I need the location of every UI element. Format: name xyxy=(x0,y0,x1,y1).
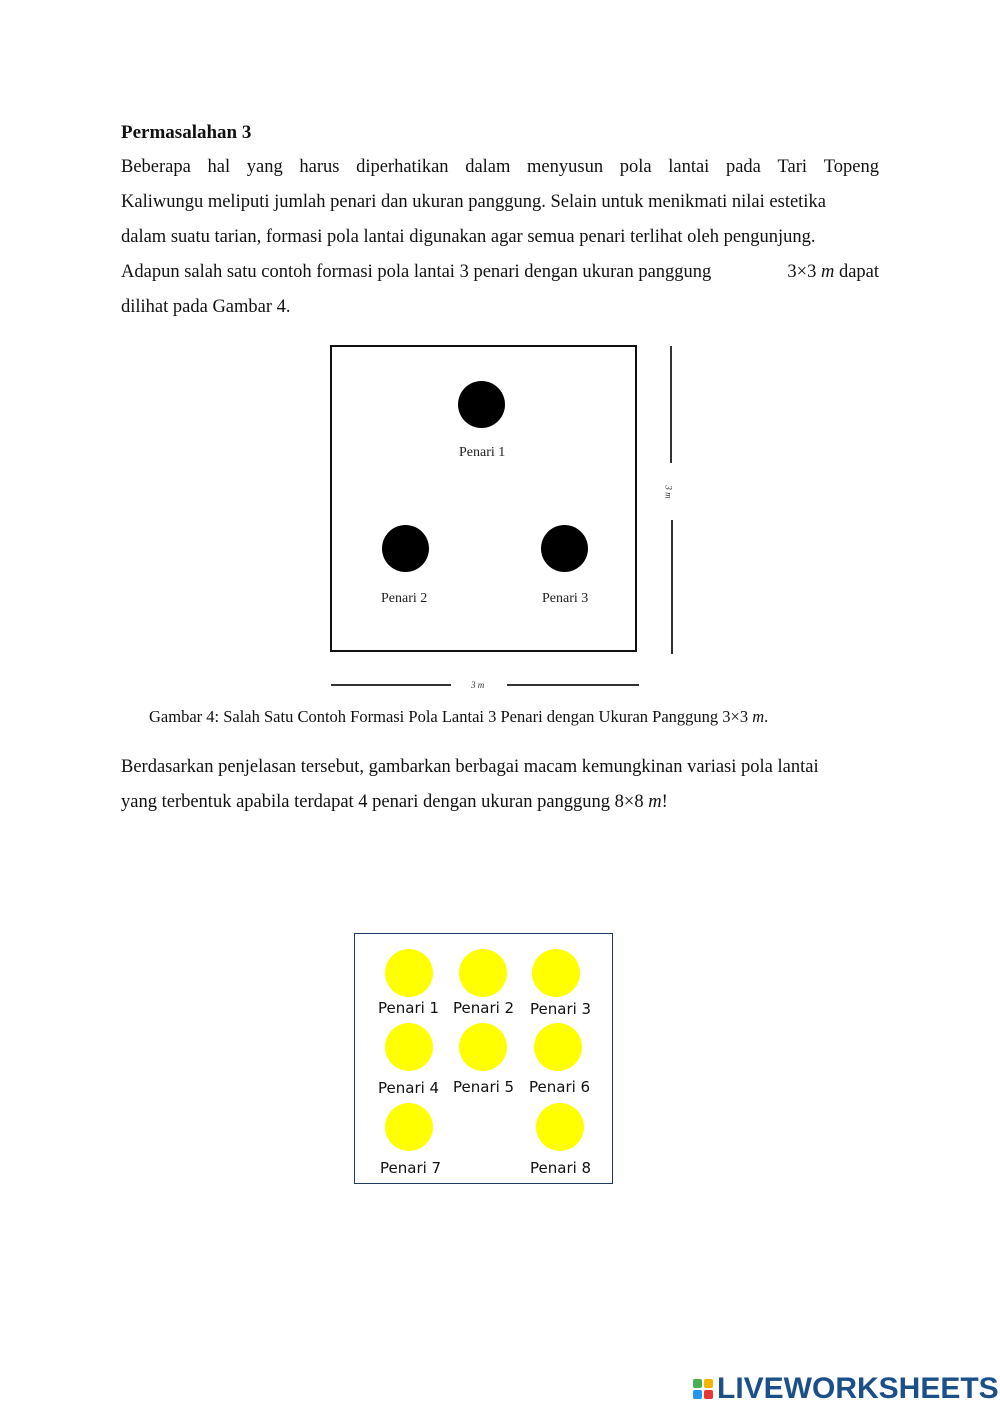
question-math-b: 8 xyxy=(634,792,644,812)
logo-text: LIVEWORKSHEETS xyxy=(717,1372,999,1405)
intro-stage-size xyxy=(787,255,879,290)
caption-math-end: . xyxy=(764,707,769,726)
question-math-unit: m xyxy=(648,792,662,812)
question-paragraph xyxy=(121,750,879,820)
answer-dancer-8-dot[interactable] xyxy=(536,1103,584,1151)
intro-word: Beberapa xyxy=(121,157,191,177)
width-dimension-line-left xyxy=(331,684,451,686)
intro-word: harus xyxy=(299,157,340,177)
width-dimension-line-right xyxy=(507,684,639,686)
intro-word: diperhatikan xyxy=(356,157,449,177)
answer-dancer-3-label: Penari 3 xyxy=(530,1000,592,1018)
intro-word: pola xyxy=(619,157,652,177)
answer-dancer-7-label: Penari 7 xyxy=(380,1159,442,1177)
figure4-stage xyxy=(330,345,637,652)
liveworksheets-logo xyxy=(693,1374,999,1404)
caption-math-a: 3 xyxy=(722,707,731,726)
answer-dancer-1-dot[interactable] xyxy=(385,949,433,997)
intro-word: dalam xyxy=(465,157,511,177)
answer-dancer-6-label: Penari 6 xyxy=(529,1078,591,1096)
intro-math-times: × xyxy=(796,262,808,282)
intro-word: yang xyxy=(246,157,283,177)
question-stage-size xyxy=(615,792,668,812)
logo-tile-4 xyxy=(704,1390,713,1399)
question-math-times: × xyxy=(623,792,635,812)
intro-math-a: 3 xyxy=(787,262,797,282)
caption-stage-size xyxy=(722,707,768,726)
intro-paragraph xyxy=(121,150,879,325)
intro-line-1 xyxy=(121,150,879,185)
intro-line-2: Kaliwungu meliputi jumlah penari dan ukuran panggung. Selain untuk menikmati nilai estetika xyxy=(121,192,826,212)
answer-dancer-5-label: Penari 5 xyxy=(453,1078,515,1096)
question-line-1: Berdasarkan penjelasan tersebut, gambarkan berbagai macam kemungkinan variasi pola lantai xyxy=(121,757,819,777)
question-line-2 xyxy=(121,785,879,820)
logo-tile-2 xyxy=(704,1379,713,1388)
height-dimension-line-bottom xyxy=(671,520,673,654)
width-dimension-label: 3 m xyxy=(471,680,485,690)
intro-line-1-text xyxy=(121,150,879,185)
intro-line-4 xyxy=(121,255,879,290)
answer-dancer-1-label: Penari 1 xyxy=(378,999,440,1017)
dancer-2-dot xyxy=(382,525,429,572)
question-math-a: 8 xyxy=(614,792,624,812)
dancer-2-label: Penari 2 xyxy=(381,591,428,606)
answer-stage[interactable] xyxy=(354,933,613,1184)
intro-line-3: dalam suatu tarian, formasi pola lantai digunakan agar semua penari terlihat oleh pengunjung. xyxy=(121,227,816,247)
question-line-2-text: yang terbentuk apabila terdapat 4 penari dengan ukuran panggung xyxy=(121,792,611,812)
intro-math-unit: m xyxy=(820,262,835,282)
dancer-3-label: Penari 3 xyxy=(542,591,589,606)
answer-dancer-7-dot[interactable] xyxy=(385,1103,433,1151)
intro-line-4-text: Adapun salah satu contoh formasi pola lantai 3 penari dengan ukuran panggung xyxy=(121,262,712,282)
caption-math-times: × xyxy=(730,707,740,726)
caption-text: Gambar 4: Salah Satu Contoh Formasi Pola Lantai 3 Penari dengan Ukuran Panggung xyxy=(149,707,719,726)
answer-dancer-2-dot[interactable] xyxy=(459,949,507,997)
dancer-3-dot xyxy=(541,525,588,572)
dancer-1-dot xyxy=(458,381,505,428)
intro-word: Topeng xyxy=(823,157,879,177)
answer-dancer-8-label: Penari 8 xyxy=(530,1159,592,1177)
answer-dancer-3-dot[interactable] xyxy=(532,949,580,997)
intro-math-b: 3 xyxy=(807,262,817,282)
answer-dancer-6-dot[interactable] xyxy=(534,1023,582,1071)
dancer-1-label: Penari 1 xyxy=(459,445,506,460)
intro-line-5: dilihat pada Gambar 4. xyxy=(121,297,291,317)
intro-word: Tari xyxy=(777,157,808,177)
answer-dancer-4-label: Penari 4 xyxy=(378,1079,440,1097)
answer-dancer-4-dot[interactable] xyxy=(385,1023,433,1071)
caption-math-b: 3 xyxy=(739,707,749,726)
figure4-caption xyxy=(149,707,768,727)
intro-word: pada xyxy=(725,157,761,177)
intro-word: lantai xyxy=(668,157,710,177)
answer-dancer-5-dot[interactable] xyxy=(459,1023,507,1071)
logo-tiles-icon xyxy=(693,1379,713,1399)
intro-word: menyusun xyxy=(527,157,604,177)
height-dimension-label: 3 m xyxy=(663,485,674,499)
logo-tile-1 xyxy=(693,1379,702,1388)
question-math-end: ! xyxy=(661,792,668,812)
height-dimension-line-top xyxy=(670,346,672,463)
section-heading: Permasalahan 3 xyxy=(121,122,252,143)
caption-math-unit: m xyxy=(752,707,765,726)
logo-tile-3 xyxy=(693,1390,702,1399)
answer-dancer-2-label: Penari 2 xyxy=(453,999,515,1017)
intro-math-after: dapat xyxy=(838,262,879,282)
intro-word: hal xyxy=(207,157,231,177)
